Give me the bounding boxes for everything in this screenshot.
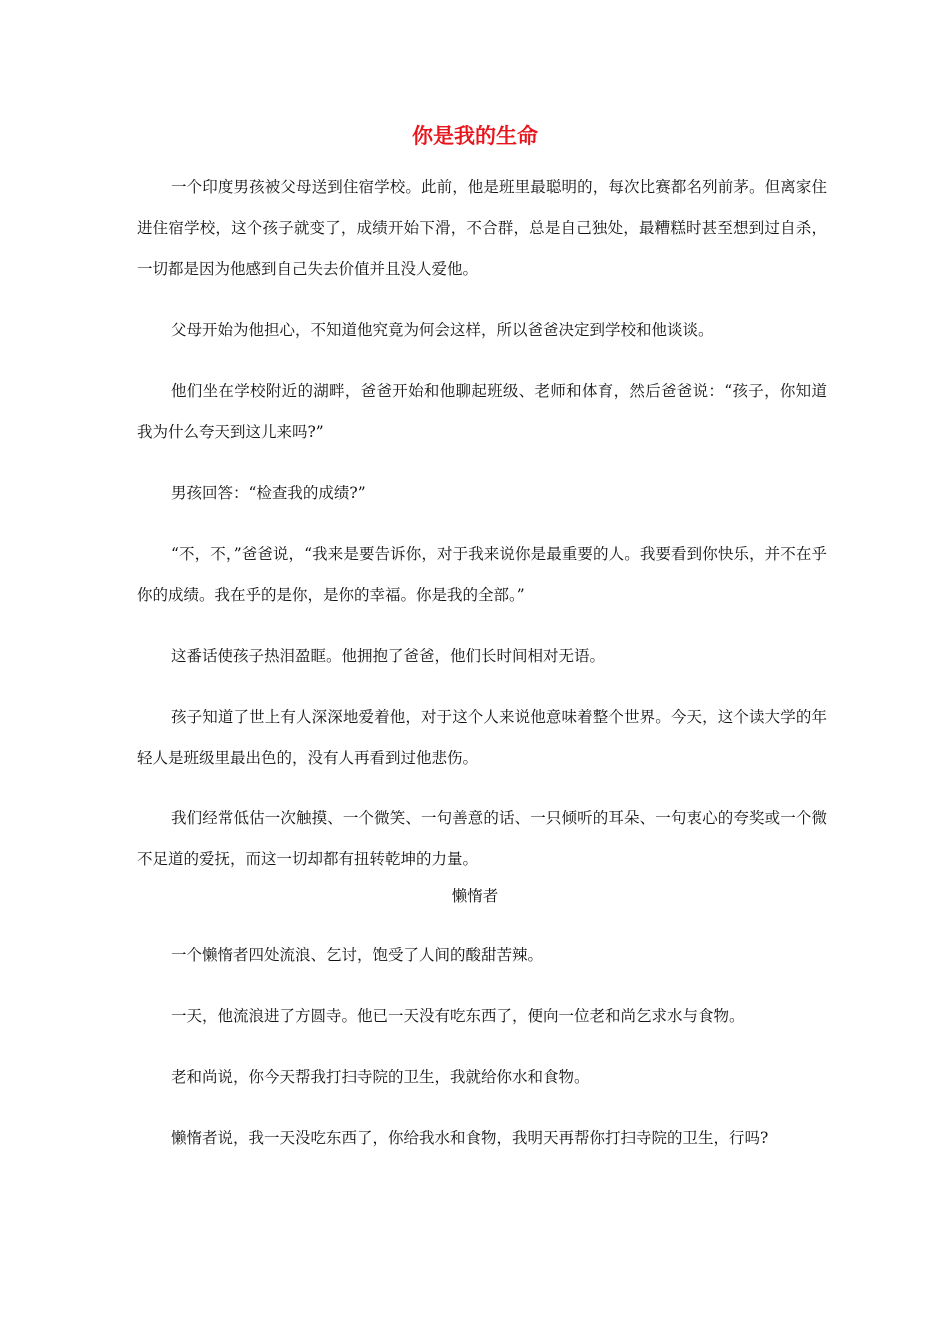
story-subtitle: 懒惰者: [451, 887, 499, 905]
paragraph: 一个懒惰者四处流浪、乞讨，饱受了人间的酸甜苦辣。: [171, 946, 544, 964]
paragraph: “不，不，”爸爸说，“我来是要告诉你，对于我来说你是最重要的人。我要看到你快乐，并不在乎你的成绩。我在乎的是你，是你的幸福。你是我的全部。”: [137, 545, 827, 604]
paragraph: 懒惰者说，我一天没吃东西了，你给我水和食物，我明天再帮你打扫寺院的卫生，行吗?: [171, 1129, 769, 1147]
paragraph: 我们经常低估一次触摸、一个微笑、一句善意的话、一只倾听的耳朵、一句衷心的夸奖或一个微不足道的爱抚，而这一切却都有扭转乾坤的力量。: [137, 809, 827, 868]
paragraph: 孩子知道了世上有人深深地爱着他，对于这个人来说他意味着整个世界。今天，这个读大学的年轻人是班级里最出色的，没有人再看到过他悲伤。: [137, 708, 827, 767]
paragraph: 这番话使孩子热泪盈眶。他拥抱了爸爸，他们长时间相对无语。: [171, 647, 606, 665]
paragraph: 父母开始为他担心，不知道他究竟为何会这样，所以爸爸决定到学校和他谈谈。: [171, 321, 714, 339]
paragraph: 一个印度男孩被父母送到住宿学校。此前，他是班里最聪明的，每次比赛都名列前茅。但离家住进住宿学校，这个孩子就变了，成绩开始下滑，不合群，总是自己独处，最糟糕时甚至想到过自杀，一切都是因为他感到自己失去价值并且没人爱他。: [137, 178, 827, 278]
paragraph: 他们坐在学校附近的湖畔，爸爸开始和他聊起班级、老师和体育，然后爸爸说：“孩子，你知道我为什么夸天到这儿来吗?”: [137, 382, 827, 441]
paragraph: 一天，他流浪进了方圆寺。他已一天没有吃东西了，便向一位老和尚乞求水与食物。: [171, 1007, 745, 1025]
paragraph: 男孩回答：“检查我的成绩?”: [171, 484, 366, 502]
story-title: 你是我的生命: [412, 123, 538, 148]
paragraph: 老和尚说，你今天帮我打扫寺院的卫生，我就给你水和食物。: [171, 1068, 590, 1086]
